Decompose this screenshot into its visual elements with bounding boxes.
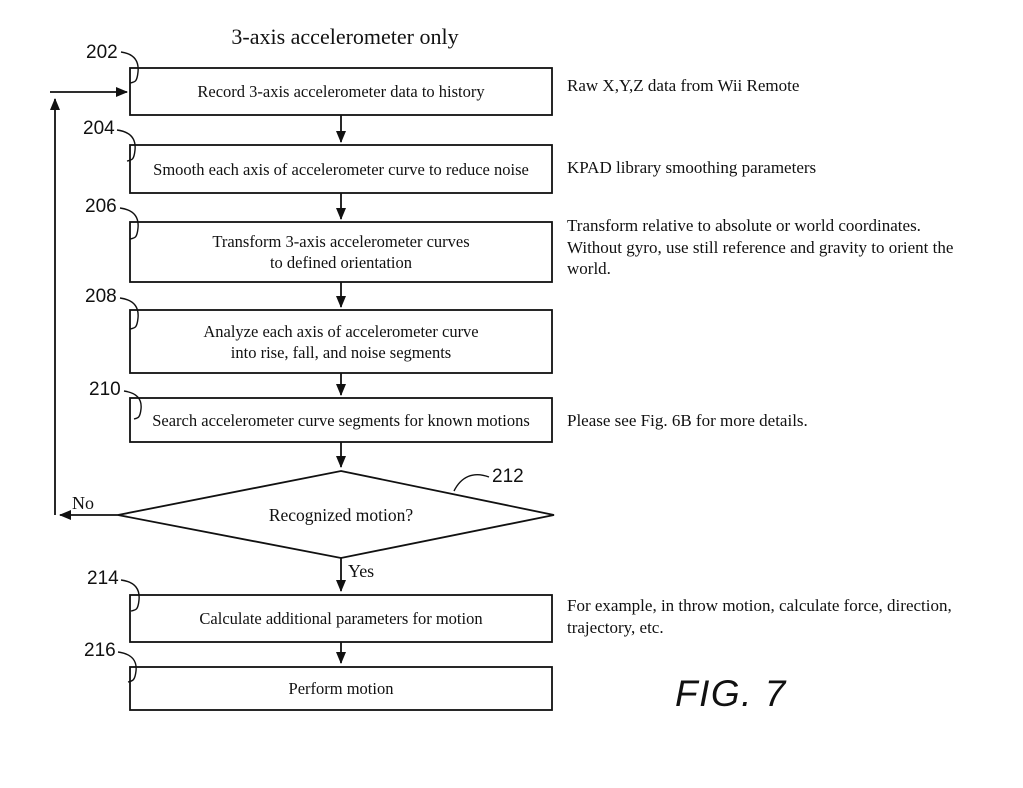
step-label-210-line1: Search accelerometer curve segments for known motions [152, 410, 530, 430]
side-note-206-line2: Without gyro, use still reference and gravity to orient the [567, 237, 954, 257]
ref-label-202: 202 [86, 42, 118, 63]
side-note-214-line2: trajectory, etc. [567, 617, 664, 637]
ref-label-204: 204 [83, 118, 115, 139]
step-label-216-line1: Perform motion [288, 679, 394, 698]
step-label-216 [130, 667, 552, 710]
ref-label-208: 208 [85, 286, 117, 307]
side-note-206 [567, 215, 1022, 280]
step-label-202 [130, 68, 552, 115]
step-label-208-line2: into rise, fall, and noise segments [230, 342, 452, 362]
ref-label-212: 212 [492, 466, 524, 487]
ref-label-214: 214 [87, 568, 119, 589]
step-label-214 [130, 595, 552, 642]
step-label-206-line1: Transform 3-axis accelerometer curves [212, 232, 470, 251]
step-label-208-line1: Analyze each axis of accelerometer curve [203, 321, 479, 341]
step-label-214-line1: Calculate additional parameters for motion [199, 609, 483, 628]
side-note-202 [567, 75, 1022, 97]
step-label-206-line2: to defined orientation [269, 253, 413, 272]
side-note-206-line1: Transform relative to absolute or world coordinates. [567, 216, 921, 235]
decision-question: Recognized motion? [268, 504, 414, 525]
side-note-204 [567, 157, 1022, 179]
ref-label-216: 216 [84, 640, 116, 661]
figure-caption: FIG. 7 [675, 673, 787, 714]
step-label-202-line1: Record 3-axis accelerometer data to history [197, 82, 485, 101]
step-label-210 [130, 398, 552, 442]
side-note-204-line1: KPAD library smoothing parameters [567, 158, 817, 177]
side-note-210 [567, 410, 1022, 432]
side-note-206-line3: world. [567, 259, 611, 278]
ref-label-206: 206 [85, 196, 117, 217]
side-note-210-line1: Please see Fig. 6B for more details. [567, 411, 808, 430]
ref-label-210: 210 [89, 379, 121, 400]
side-note-202-line1: Raw X,Y,Z data from Wii Remote [567, 76, 800, 95]
step-label-204-line1: Smooth each axis of accelerometer curve to reduce noise [153, 159, 529, 179]
branch-label-no: No [72, 493, 94, 513]
step-label-208 [130, 310, 552, 373]
step-label-204 [130, 145, 552, 193]
side-note-214-line1: For example, in throw motion, calculate force, direction, [567, 596, 952, 615]
side-note-214 [567, 595, 1022, 638]
ref-leader-212 [454, 475, 489, 491]
branch-label-yes: Yes [348, 561, 375, 581]
step-label-206 [130, 222, 552, 282]
figure-title: 3-axis accelerometer only [231, 24, 459, 49]
